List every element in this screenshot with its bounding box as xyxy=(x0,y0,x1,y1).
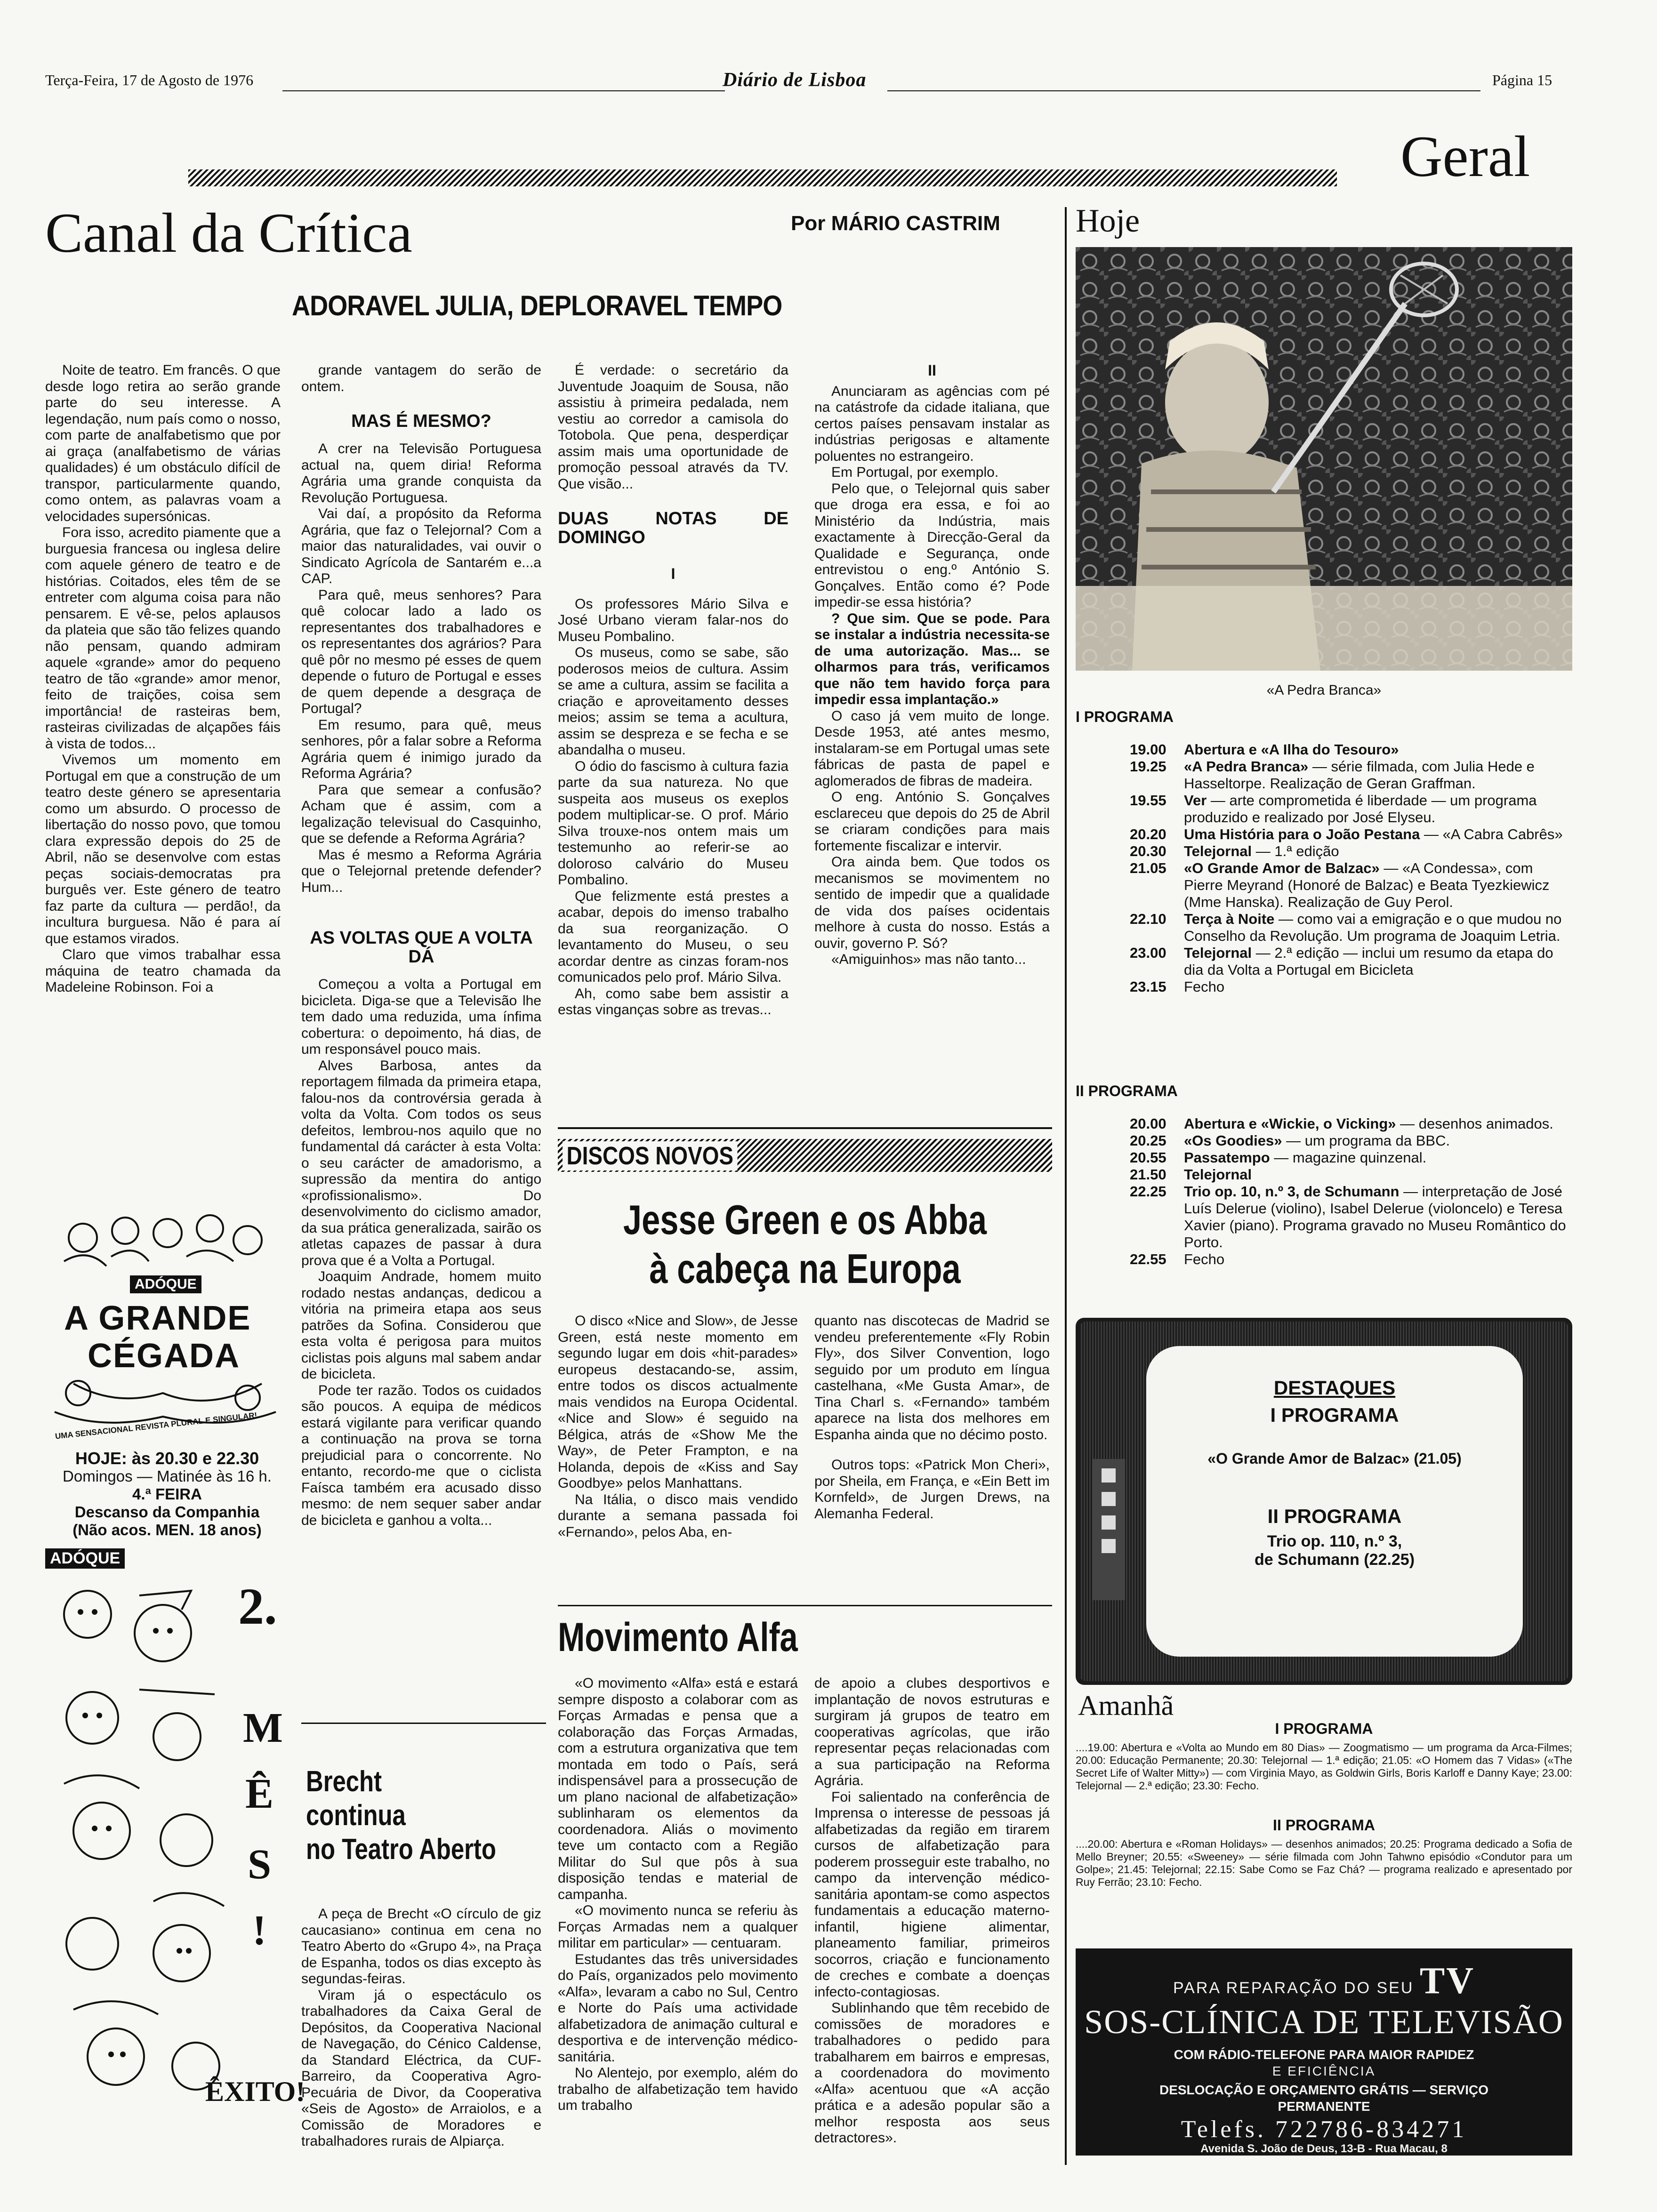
paragraph: Viram já o espectáculo os trabalhadores da Caixa Geral de Depósitos, da Cooperativa Nacional de Navegação, do Cénico Caldense, da Standard Eléctrica, da CUF-Barreiro, da Cooperativa Agro-Pecuária de Divor, da Cooperativa «Seis de Agosto» de Arraiolos, e a Comissão de Moradores e trabalhadores rurais de Alpiarça. xyxy=(301,1987,541,2149)
listing-row xyxy=(1130,826,1572,843)
roman-numeral-1: I xyxy=(671,565,676,582)
critic-column-3 xyxy=(558,362,788,1018)
paragraph: Para quê, meus senhores? Para quê colocar lado a lado os representantes dos trabalhadores e os representantes dos agrários? Para quê pôr no mesmo pé esses de quem depende o futuro de Portugal e esses de quem depende a desgraça de Portugal? xyxy=(301,587,541,716)
brecht-headline-line-1: Brecht xyxy=(306,1765,382,1798)
listing-row xyxy=(1130,1166,1572,1183)
listing-desc: — 2.ª edição — inclui um resumo da etapa do dia da Volta a Portugal em Bicicleta xyxy=(1184,945,1553,978)
listing-row xyxy=(1130,1183,1572,1251)
issue-date: Terça-Feira, 17 de Agosto de 1976 xyxy=(45,72,254,88)
subheading-duas-notas: DUAS NOTAS DE DOMINGO xyxy=(558,509,788,547)
ad-letter-e: Ê xyxy=(245,1771,274,1817)
hoje-program-2-list xyxy=(1130,1115,1572,1268)
hoje-program-2-label: II PROGRAMA xyxy=(1076,1082,1178,1099)
paragraph: Em resumo, para quê, meus senhores, pôr a falar sobre a Reforma Agrária quem é inimigo jurado da Reforma Agrária? xyxy=(301,717,541,781)
ad-schedule-today: HOJE: às 20.30 e 22.30 xyxy=(75,1449,259,1468)
paragraph: ? Que sim. Que se pode. Para se instalar a indústria necessita-se de uma autorização. Mas... se olharmos para trás, verificamos que não tem havido força para impedir essa implantação.» xyxy=(814,610,1050,707)
paragraph: O disco «Nice and Slow», de Jesse Green, está neste momento em segundo lugar em dois «hit-parades» europeus destacando-se, assim, entre todos os discos actualmente mais vendidos na Europa Ocidental. «Nice and Slow» é seguido na Bélgica, atrás de «Show Me the Way», de Peter Frampton, e na Holanda, depois de «Kiss and Say Goodbye» pelos Manhattans. xyxy=(558,1313,798,1491)
discos-column-1 xyxy=(558,1313,798,1540)
listing-desc: Fecho xyxy=(1184,1251,1225,1267)
critic-column-4 xyxy=(814,362,1050,968)
listing-title: Trio op. 10, n.º 3, de Schumann xyxy=(1184,1183,1400,1200)
hoje-program-1-list xyxy=(1130,741,1572,995)
listing-time: 19.25 xyxy=(1130,758,1166,775)
paragraph: O eng. António S. Gonçalves esclareceu que depois do 25 de Abril se criaram condições para mais fortemente fiscalizar e intervir. xyxy=(814,789,1050,854)
paragraph: Os professores Mário Silva e José Urbano vieram falar-nos do Museu Pombalino. xyxy=(558,596,788,644)
section-hatch-bar xyxy=(188,169,1337,186)
listing-desc: — magazine quinzenal. xyxy=(1270,1149,1427,1166)
paragraph: Mas é mesmo a Reforma Agrária que o Telejornal pretende defender? Hum... xyxy=(301,847,541,895)
listing-time: 22.25 xyxy=(1130,1183,1166,1200)
sos-line-2: COM RÁDIO-TELEFONE PARA MAIOR RAPIDEZ xyxy=(1174,2047,1474,2062)
destaques-title: DESTAQUES xyxy=(1273,1377,1396,1399)
listing-row xyxy=(1130,978,1572,995)
masthead-rule-right xyxy=(887,90,1480,91)
listing-row xyxy=(1130,911,1572,945)
amanha-title: Amanhã xyxy=(1078,1690,1174,1721)
listing-time: 20.25 xyxy=(1130,1132,1166,1149)
sos-line-3: E EFICIÊNCIA xyxy=(1272,2064,1376,2078)
destaques-program-2: II PROGRAMA xyxy=(1267,1505,1402,1527)
listing-desc: Fecho xyxy=(1184,978,1225,995)
section-title: Geral xyxy=(1400,124,1530,189)
paragraph: Noite de teatro. Em francês. O que desde logo retira ao serão grande parte do seu interesse. A legendação, num país como o nosso, com parte de analfabetismo que por ai graça (analfabetismo de várias qualidades) é um obstáculo difícil de transpor, particularmente quando, como ontem, as palavras voam a velocidades supersónicas. xyxy=(45,362,281,524)
listing-row xyxy=(1130,1251,1572,1268)
sos-line-1-text: PARA REPARAÇÃO DO SEU xyxy=(1173,1979,1414,1997)
alfa-top-rule xyxy=(558,1605,1052,1606)
ad-exclamation: ! xyxy=(252,1907,266,1954)
destaques-content xyxy=(1146,1377,1523,1569)
listing-time: 20.00 xyxy=(1130,1115,1166,1132)
listing-row xyxy=(1130,843,1572,860)
ad-exito: ÊXITO! xyxy=(205,2076,306,2107)
listing-row xyxy=(1130,860,1572,911)
listing-row xyxy=(1130,1115,1572,1132)
paragraph: A crer na Televisão Portuguesa actual na, quem diria! Reforma Agrária uma grande conquista da Revolução Portuguesa. xyxy=(301,441,541,505)
listing-time: 19.00 xyxy=(1130,741,1166,758)
tv-still-photo xyxy=(1076,247,1572,671)
paragraph: A peça de Brecht «O círculo de giz caucasiano» continua em cena no Teatro Aberto do «Grupo 4», na Praça de Espanha, todos os dias excepto às segundas-feiras. xyxy=(301,1906,541,1987)
ad-letter-s: S xyxy=(248,1841,272,1888)
paragraph: No Alentejo, por exemplo, além do trabalho de alfabetização tem havido um trabalho xyxy=(558,2065,798,2113)
ad-title-line-2: CÉGADA xyxy=(88,1337,241,1375)
listing-desc: — um programa da BBC. xyxy=(1282,1132,1450,1149)
listing-desc: — arte comprometida é liberdade — um programa produzido e realizado por José Elyseu. xyxy=(1184,792,1537,825)
paragraph: Joaquim Andrade, homem muito rodado nestas andanças, dedicou a vitória na primeira etapa aos seus patrões da Sofina. Considerou que esta volta é perigosa para muitos ciclistas pois alguns mal sabem andar de bicicleta. xyxy=(301,1269,541,1382)
listing-row xyxy=(1130,945,1572,978)
listing-time: 19.55 xyxy=(1130,792,1166,809)
destaques-program-1: I PROGRAMA xyxy=(1270,1404,1399,1426)
listing-time: 22.55 xyxy=(1130,1251,1166,1267)
paragraph: Pelo que, o Telejornal quis saber que droga era essa, e foi ao Ministério da Indústria, mais exactamente à Direcção-Geral da Qualidade e Segurança, onde entrevistou o eng.º António S. Gonçalves. Então como é? Pode impedir-se essa história? xyxy=(814,481,1050,610)
paragraph: quanto nas discotecas de Madrid se vendeu preferentemente «Fly Robin Fly», dos Silver Convention, logo seguido por um produto em língua castelhana, «Me Gusta Amar», de Tina Charl s. «Fernando» também aparece na lista dos melhores em Espanha ainda que no décimo posto. xyxy=(814,1313,1050,1443)
destaques-program-2-item-2: de Schumann (22.25) xyxy=(1254,1551,1415,1569)
paragraph: de apoio a clubes desportivos e implantação de novos estruturas e surgiram já grupos de teatro em cooperativas agrícolas, que irão representar peças relacionadas com a sua participação na Reforma Agrária. xyxy=(814,1675,1050,1788)
ad-tagline: UMA SENSACIONAL REVISTA PLURAL E SINGULAR! xyxy=(55,1411,258,1441)
ad-brand-2: ADÓQUE xyxy=(45,1548,125,1569)
sos-phone: Telefs. 722786-834271 xyxy=(1181,2116,1467,2143)
tv-knob-icon xyxy=(1102,1539,1116,1553)
listing-title: Terça à Noite xyxy=(1184,911,1275,927)
ad-letter-m: M xyxy=(243,1705,283,1751)
brecht-body xyxy=(301,1906,541,2150)
listing-title: «A Pedra Branca» xyxy=(1184,758,1309,775)
listing-row xyxy=(1130,792,1572,826)
listing-desc: — «A Condessa», com Pierre Meyrand (Honoré de Balzac) e Beata Tyezkiewicz (Mme Hanska). Realização de Guy Perol. xyxy=(1184,860,1550,910)
critic-column-1 xyxy=(45,362,281,996)
listing-time: 23.15 xyxy=(1130,978,1166,995)
brecht-headline xyxy=(306,1765,496,1867)
paragraph: Os museus, como se sabe, são poderosos meios de cultura. Assim se ame a cultura, assim se facilita a criação e aproveitamento desses meios; assim se tema a acultura, assim se despreza e se fecha e se abandalha o museu. xyxy=(558,645,788,758)
paragraph: Pode ter razão. Todos os cuidados são poucos. A equipa de médicos estará vigilante para verificar quando a continuação na prova se torna prejudicial para o concorrente. No entanto, recordo-me que o ciclista Faísca também era acusado disso mesmo: de nem sequer saber andar de bicicleta e ganhou a volta... xyxy=(301,1382,541,1528)
listing-row xyxy=(1130,758,1572,792)
listing-desc: — 1.ª edição xyxy=(1252,843,1339,859)
byline: Por MÁRIO CASTRIM xyxy=(791,212,1000,235)
brecht-headline-line-2: continua xyxy=(306,1799,406,1832)
paragraph: Estudantes das três universidades do País, organizados pelo movimento «Alfa», levaram a cabo no Sul, Centro e Norte do País uma actividade alfabetizadora de animação cultural e desportiva e de intervenção médico-sanitária. xyxy=(558,1951,798,2065)
listing-title: «Os Goodies» xyxy=(1184,1132,1282,1149)
sos-line-5: PERMANENTE xyxy=(1278,2099,1370,2114)
ad-brand: ADÓQUE xyxy=(130,1275,201,1293)
masthead-rule-left xyxy=(282,90,725,91)
sos-repair-ad xyxy=(1076,1948,1572,2156)
destaques-program-1-item: «O Grande Amor de Balzac» (21.05) xyxy=(1207,1450,1462,1467)
paragraph: Vai daí, a propósito da Reforma Agrária, que faz o Telejornal? Com a maior das naturalidades, vai ouvir o Sindicato Agrícola de Santarém e...a CAP. xyxy=(301,506,541,586)
alfa-headline: Movimento Alfa xyxy=(558,1615,798,1660)
alfa-column-2 xyxy=(814,1675,1050,2147)
paragraph: Fora isso, acredito piamente que a burguesia francesa ou inglesa delire com aquele género de teatro e de histórias. Coitados, eles têm de se entreter com alguma coisa para não pensarem. E vê-se, pelos aplausos da plateia que são tão felizes quando não pensam, quando admiram aquele «grande» amor do pequeno teatro de tão «grande» amor menor, feito de traições, coisa sem importância! de rasteiras bem, rasteiras civilizadas de alçapões fáis à vista de todos... xyxy=(45,525,281,752)
paragraph: Na Itália, o disco mais vendido durante a semana passada foi «Fernando», pelos Aba, en- xyxy=(558,1491,798,1540)
paragraph: Ah, como sabe bem assistir a estas vinganças sobre as trevas... xyxy=(558,986,788,1018)
brecht-headline-line-3: no Teatro Aberto xyxy=(306,1833,496,1866)
paragraph: Sublinhando que têm recebido de comissões de moradores e trabalhadores o pedido para trabalharem em bairros e empresas, a coordenadora do movimento «Alfa» acentuou que «A acção prática e a adesão popular são a melhor resposta aos seus detractores». xyxy=(814,2000,1050,2146)
listing-time: 22.10 xyxy=(1130,911,1166,927)
listing-title: Uma História para o João Pestana xyxy=(1184,826,1420,842)
critic-column-2 xyxy=(301,362,541,1529)
listing-time: 21.05 xyxy=(1130,860,1166,876)
paragraph: «Amiguinhos» mas não tanto... xyxy=(831,952,1026,967)
listing-time: 20.20 xyxy=(1130,826,1166,842)
listing-title: «O Grande Amor de Balzac» xyxy=(1184,860,1380,876)
listing-desc: — série filmada, com Julia Hede e Hasseltorpe. Realização de Geran Graffman. xyxy=(1184,758,1535,792)
hoje-program-1-label: I PROGRAMA xyxy=(1076,708,1174,725)
tv-knob-icon xyxy=(1102,1468,1116,1483)
discos-kicker: DISCOS NOVOS xyxy=(563,1141,738,1170)
listing-row xyxy=(1130,1132,1572,1149)
paragraph: É verdade: o secretário da Juventude Joaquim de Sousa, não assistiu à primeira pedalada, nem vestiu ao corredor a camisola do Totobola. Que pena, desperdiçar assim mais uma oportunidade de promoção pessoal através da TV. Que visão... xyxy=(558,362,788,492)
hoje-title: Hoje xyxy=(1076,203,1140,239)
listing-title: Telejornal xyxy=(1184,945,1252,961)
ad-title-line-1: A GRANDE xyxy=(64,1299,251,1337)
discos-column-2 xyxy=(814,1313,1050,1522)
listing-title: Passatempo xyxy=(1184,1149,1270,1166)
listing-title: Abertura e «A Ilha do Tesouro» xyxy=(1184,741,1399,758)
ad-schedule-age: (Não acos. MEN. 18 anos) xyxy=(72,1521,262,1539)
paragraph: Em Portugal, por exemplo. xyxy=(831,465,999,480)
paragraph: Anunciaram as agências com pé na catástrofe da cidade italiana, que certos países pensavam instalar as indústrias perigosas e altamente poluentes no estrangeiro. xyxy=(814,383,1050,464)
photo-caption: «A Pedra Branca» xyxy=(1266,682,1382,698)
tv-knob-icon xyxy=(1102,1492,1116,1506)
discos-top-rule xyxy=(558,1127,1052,1129)
paragraph: «O movimento «Alfa» está e estará sempre disposto a colaborar com as Forças Armadas e pensa que a colaboração das Forças Armadas, com a estrutura organizativa que tem montada em todo o País, será indispensável para a prossecução de um plano nacional de alfabetização» sublinharam os elementos da coordenadora. Aliás o movimento teve um contacto com a Região Militar do Sul que pôs à sua disposição tendas e material de campanha. xyxy=(558,1675,798,1902)
sos-address: Avenida S. João de Deus, 13-B - Rua Macau, 8 xyxy=(1200,2142,1448,2155)
ad-schedule-sundays: Domingos — Matinée às 16 h. xyxy=(63,1467,272,1485)
revue-ad-bottom xyxy=(45,1548,306,2127)
paragraph: Vivemos um momento em Portugal em que a construção de um teatro deste género se apresentaria como um absurdo. O processo de libertação do nosso povo, que tomou clara expressão depois do 25 de Abril, não se desenvolve com estas peças sociais-democratas pra burguês ver. Este género de teatro faz parte da cultura — perdão!, da incultura burguesa. Não é para aí que estamos virados. xyxy=(45,752,281,946)
sos-line-1 xyxy=(1076,1960,1572,2003)
amanha-program-1-label: I PROGRAMA xyxy=(1275,1720,1373,1737)
listing-time: 23.00 xyxy=(1130,945,1166,961)
roman-numeral-2: II xyxy=(928,362,936,379)
ad-schedule-rest: Descanso da Companhia xyxy=(74,1503,260,1521)
listing-desc: — «A Cabra Cabrês» xyxy=(1420,826,1563,842)
revue-ad-schedule xyxy=(52,1450,282,1539)
critic-headline: ADORAVEL JULIA, DEPLORAVEL TEMPO xyxy=(292,290,782,321)
amanha-program-1-text: ....19.00: Abertura e «Volta ao Mundo em 80 Dias» — Zoogmatismo — um programa da Arca-Filmes; 20.00: Educação Permanente; 20.30: Telejornal — 1.ª edição; 21.05: «O Homem das 7 Vidas» («The Secret Life of Walter Mitty») — com Virginia Mayo, as Goldwin Girls, Boris Karloff e Danny Kaye; 23.00: Telejornal — 2.ª edição; 23.30: Fecho. xyxy=(1076,1741,1572,1792)
cartoon-faces-illustration xyxy=(45,1577,233,2123)
discos-headline-line-1: Jesse Green e os Abba xyxy=(623,1196,987,1243)
amanha-program-2-text: ....20.00: Abertura e «Roman Holidays» — desenhos animados; 20.25: Programa dedicado a Sofia de Mello Breyner; 20.55: «Sweeney» — série filmada com John Tahwno episódio «Condutor para um Golpe»; 21.45: Telejornal; 22.15: Sabe Como se Faz Chá? — programa realizado e apresentado por Ruy Ferrão; 23.10: Fecho. xyxy=(1076,1838,1572,1888)
paragraph: «O movimento nunca se referiu às Forças Armadas nem a qualquer militar em particular» — centuaram. xyxy=(558,1903,798,1951)
paragraph: Claro que vimos trabalhar essa máquina de teatro chamada da Madeleine Robinson. Foi a xyxy=(45,947,281,995)
paragraph: grande vantagem do serão de ontem. xyxy=(301,362,541,394)
tv-control-panel xyxy=(1092,1459,1125,1600)
listing-desc: — desenhos animados. xyxy=(1396,1115,1553,1132)
listing-title: Ver xyxy=(1184,792,1207,809)
listing-time: 20.55 xyxy=(1130,1149,1166,1166)
sos-line-4: DESLOCAÇÃO E ORÇAMENTO GRÁTIS — SERVIÇO xyxy=(1159,2083,1489,2097)
newspaper-name: Diário de Lisboa xyxy=(723,69,867,91)
ad-big-number: 2. xyxy=(238,1578,277,1635)
paragraph: Foi salientado na conferência de Imprensa o interesse de pessoas já alfabetizadas da região em tirarem cursos de alfabetização para poderem prosseguir este trabalho, no campo da intervenção médico-sanitária apontam-se como aspectos fundamentais a educação materno-infantil, higiene alimentar, planeamento familiar, primeiros socorros, criação e funcionamento de creches e combate a doenças infecto-contagiosas. xyxy=(814,1789,1050,2000)
paragraph: Outros tops: «Patrick Mon Cheri», por Sheila, em França, e «Ein Bett im Kornfeld», de Jurgen Drews, na Alemanha Federal. xyxy=(814,1457,1050,1522)
amanha-program-2-label: II PROGRAMA xyxy=(1273,1817,1375,1834)
paragraph: Para que semear a confusão? Acham que é assim, com a legalização televisual do Casquinho, que se defende a Reforma Agrária? xyxy=(301,782,541,846)
child-with-net-photo xyxy=(1076,247,1572,671)
sos-name: SOS-CLÍNICA DE TELEVISÃO xyxy=(1084,2003,1564,2041)
brecht-rule xyxy=(301,1723,546,1724)
column-title: Canal da Crítica xyxy=(45,201,412,264)
listing-title: Telejornal xyxy=(1184,843,1252,859)
listing-time: 21.50 xyxy=(1130,1166,1166,1183)
destaques-program-2-item-1: Trio op. 110, n.º 3, xyxy=(1267,1532,1402,1550)
discos-headline-line-2: à cabeça na Europa xyxy=(649,1245,961,1292)
listing-title: Abertura e «Wickie, o Vicking» xyxy=(1184,1115,1396,1132)
paragraph: Começou a volta a Portugal em bicicleta. Diga-se que a Televisão lhe tem dado uma reduzida, uma ínfima cobertura: o depoimento, há dias, de um responsável pouco mais. xyxy=(301,977,541,1057)
right-column-rule xyxy=(1065,207,1067,2165)
subheading-mas-e-mesmo: MAS É MESMO? xyxy=(351,411,491,431)
listing-desc: — interpretação de José Luís Delerue (violino), Isabel Delerue (violoncelo) e Teresa Xavier (piano). Programa gravado no Museu Romântico do Porto. xyxy=(1184,1183,1566,1250)
revue-ad-top xyxy=(45,1205,281,1440)
paragraph: O ódio do fascismo à cultura fazia parte da sua natureza. No que suspeita aos museus os exeplos podem multiplicar-se. O prof. Mário Silva trouxe-nos ontem mais um testemunho ao referir-se ao doloroso calvário do Museu Pombalino. xyxy=(558,758,788,888)
paragraph: Alves Barbosa, antes da reportagem filmada da primeira etapa, falou-nos da controvérsia gerada à volta da Volta. Com todos os seus defeitos, lembrou-nos aquilo que no fundamental dá carácter à esta Volta: o seu carácter de amadorismo, a supressão da mentira do antigo «profissionalismo». Do desenvolvimento do ciclismo amador, da sua prática generalizada, sairão os atletas capazes de passar à dura prova que é a Volta a Portugal. xyxy=(301,1058,541,1268)
alfa-column-1 xyxy=(558,1675,798,2114)
page-number: Página 15 xyxy=(1492,72,1552,88)
tv-knob-icon xyxy=(1102,1515,1116,1530)
listing-desc: — como vai a emigração e o que mudou no Conselho da Revolução. Um programa de Joaquim Letria. xyxy=(1184,911,1562,944)
sos-tv: TV xyxy=(1419,1960,1475,2002)
listing-title: Telejornal xyxy=(1184,1166,1252,1183)
ad-schedule-wednesday: 4.ª FEIRA xyxy=(132,1485,202,1503)
discos-headline xyxy=(607,1195,1003,1293)
subheading-as-voltas: AS VOLTAS QUE A VOLTA DÁ xyxy=(310,928,533,967)
paragraph: O caso já vem muito de longe. Desde 1953, até antes mesmo, instalaram-se em Portugal umas sete fábricas de pasta de papel e aglomerados de fibras de madeira. xyxy=(814,708,1050,789)
paragraph: Ora ainda bem. Que todos os mecanismos se movimentem no sentido de impedir que a qualidade de vida dos países ocidentais melhore à custa do nosso. Estás a ouvir, governo P. Só? xyxy=(814,854,1050,951)
listing-time: 20.30 xyxy=(1130,843,1166,859)
listing-row xyxy=(1130,741,1572,758)
paragraph: Que felizmente está prestes a acabar, depois do imenso trabalho da sua reorganização. O levantamento do Museu, o seu acordar dentre as cinzas foram-nos comunicados pelo prof. Mário Silva. xyxy=(558,888,788,985)
tv-set-illustration xyxy=(1076,1318,1572,1685)
listing-row xyxy=(1130,1149,1572,1166)
